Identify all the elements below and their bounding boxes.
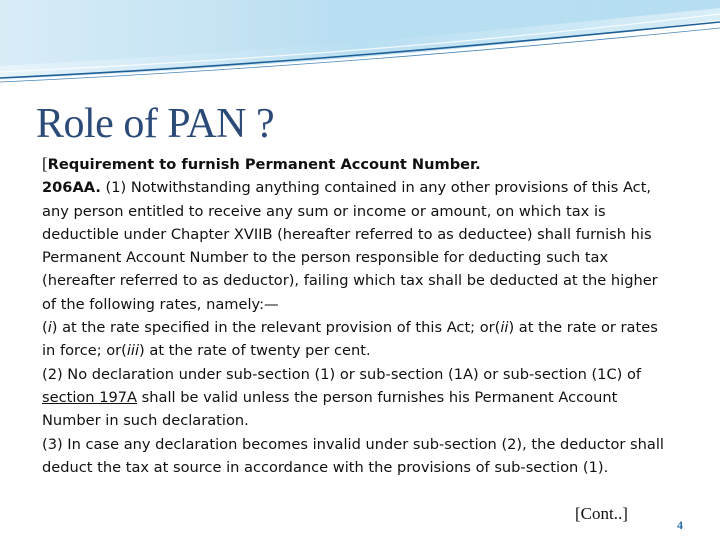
section-label: 206AA. — [42, 179, 101, 197]
slide-title: Role of PAN ? — [36, 101, 275, 147]
header-wave-decoration — [0, 0, 720, 90]
section-206aa-sub2 — [42, 363, 667, 433]
clause-i-text: ) at the rate specified in the relevant provision of this Act; or( — [51, 319, 501, 337]
section-206aa-sub1 — [42, 176, 667, 316]
requirement-heading-text: Requirement to furnish Permanent Account Number. — [47, 156, 481, 173]
page-number: 4 — [677, 518, 683, 532]
sub1-text: (1) Notwithstanding anything contained in any other provisions of this Act, any person entitled to receive any sum or income or amount, on which tax is deductible under Chapter XVIIB (hereafter referred to as deductee) shall furnish his Permanent Account Number to the person responsible for deducting such tax (hereafter referred to as deductor), failing which tax shall be deducted at the higher of the following rates, namely:— — [42, 179, 658, 313]
clause-iii-num: iii — [126, 342, 140, 360]
open-bracket: [ — [42, 154, 48, 173]
clause-i-num: i — [47, 319, 52, 337]
section-197a-link[interactable]: section 197A — [42, 388, 138, 406]
clauses-paragraph: (i) at the rate specified in the relevant provision of this Act; or(ii) at the rate or rates in force; or(iii) at the rate of twenty per cent. — [42, 319, 658, 360]
clause-iii-text: ) at the rate of twenty per cent. — [139, 342, 371, 360]
requirement-heading — [42, 152, 667, 176]
continued-marker: [Cont..] — [575, 504, 628, 523]
clause-ii-text: ) at the rate or rates in force; or( — [42, 319, 658, 360]
sub2-text-a: (2) No declaration under sub-section (1) or sub-section (1A) or sub-section (1C) of — [42, 365, 642, 383]
clause-ii-num: ii — [500, 319, 509, 337]
section-206aa-sub3: (3) In case any declaration becomes invalid under sub-section (2), the deductor shall deduct the tax at source in accordance with the provisions of sub-section (1). — [42, 435, 664, 476]
sub2-text-b: shall be valid unless the person furnishes his Permanent Account Number in such declaration. — [42, 388, 618, 430]
slide-body — [42, 152, 667, 479]
